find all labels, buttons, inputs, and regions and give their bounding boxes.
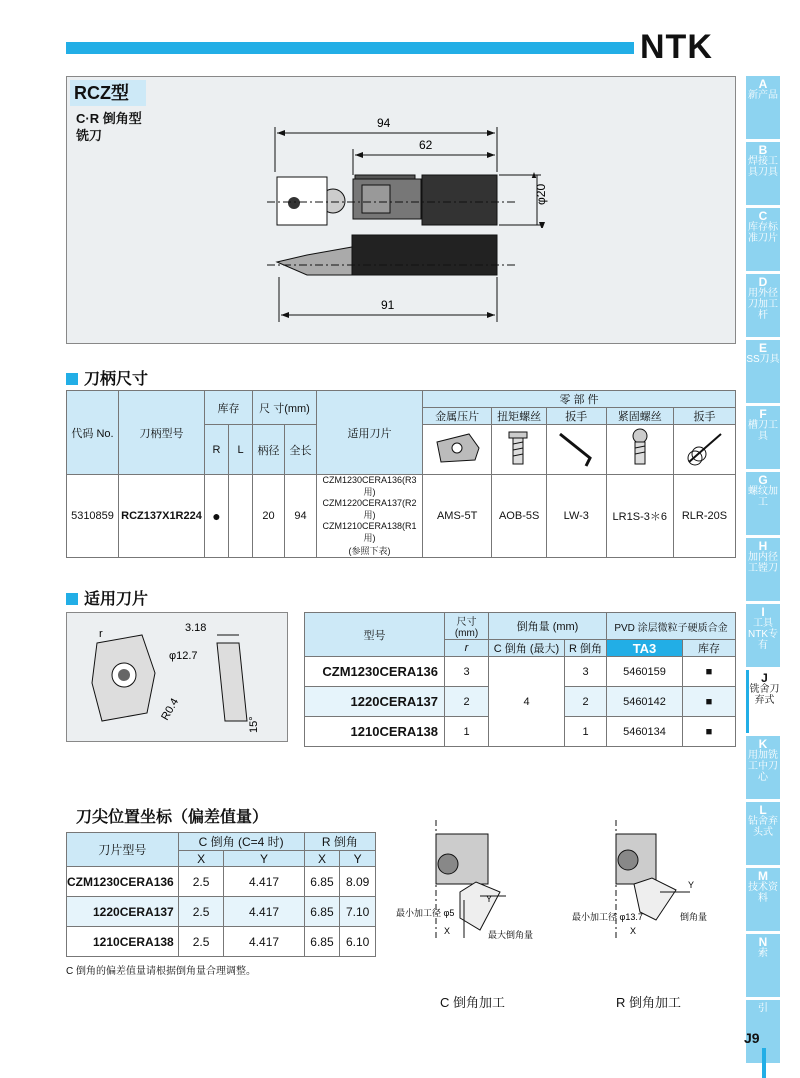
insert-table [304,612,736,747]
cell-cy: 4.417 [224,927,304,957]
th-stock: 库存 [683,640,736,657]
cell-model: 1210CERA138 [67,927,179,957]
side-tab-text: 用加铣工中刀心 [748,750,778,783]
holder-section-title: 刀柄尺寸 [66,366,148,389]
th-model: 型号 [305,613,445,657]
c-fig-max: 最大倒角量 [488,930,534,940]
th-ta3: TA3 [607,640,683,657]
header-bar [66,42,634,54]
side-tab-b[interactable] [746,142,780,205]
side-tab-e[interactable] [746,340,780,403]
chamfer-figures [390,820,720,950]
side-tab-letter: H [758,539,768,553]
cell-part-2: AOB-5S [492,475,547,558]
side-tab-text: 引 [758,1003,768,1014]
th-rch: R 倒角 [565,640,607,657]
torque-screw-image [492,425,547,475]
cell-cy: 4.417 [224,867,304,897]
c-caption: C 倒角加工 [440,995,506,1010]
r-fig-amount: 倒角量 [680,912,708,922]
cell-ry: 8.09 [340,867,376,897]
th-cy: Y [224,851,304,867]
r-fig-x: X [630,926,637,936]
insert-line: CZM1230CERA136(R3用) [322,475,417,497]
side-tab-text: 新产品 [748,90,778,101]
side-tab-letter: M [758,869,768,883]
cell-model: RCZ137X1R224 [119,475,205,558]
th-r: R [205,425,229,475]
dim-94: 94 [377,116,391,130]
cell-part-1: AMS-5T [423,475,492,558]
insert-dim-d: 15° [248,716,260,733]
cell-part-5: RLR-20S [673,475,735,558]
th-size: 尺 寸(mm) [253,391,317,425]
th-length: 全长 [285,425,317,475]
wrench-2-image [673,425,735,475]
side-tab-letter: D [758,275,768,289]
side-tab-letter: I [761,605,765,619]
side-tab-d[interactable] [746,274,780,337]
cell-cy: 4.417 [224,897,304,927]
side-tab-text: 钻舍弃头式 [748,816,778,838]
insert-line: (参照下表) [348,546,391,556]
th-r: r [445,640,489,657]
th-part-5: 扳手 [673,408,735,425]
side-tab-letter: N [758,935,768,949]
coord-section-title: 刀尖位置坐标（偏差值量） [76,809,269,826]
cell-code: 5310859 [67,475,119,558]
side-tab-text: 库存标准刀片 [748,222,778,244]
side-tab-letter: K [758,737,768,751]
cell-cx: 2.5 [178,867,224,897]
side-tab-text: 铣舍刀弃式 [749,684,780,706]
insert-dim-c: R0.4 [159,696,182,723]
cell-part-3: LW-3 [547,475,607,558]
side-tab-letter: E [758,341,767,355]
cell-model: CZM1230CERA136 [67,867,179,897]
side-tab-letter: L [759,803,767,817]
cell-cx: 2.5 [178,927,224,957]
product-figure-box [66,76,736,344]
r-caption: R 倒角加工 [616,995,682,1010]
cell-code: 5460159 [607,657,683,687]
coord-table [66,832,376,957]
r-fig-min: 最小加工径 φ13.7 [572,912,643,922]
side-tab-a[interactable] [746,76,780,139]
side-tab-letter: A [758,77,768,91]
th-parts: 零 部 件 [423,391,736,408]
insert-dim-a: 3.18 [185,622,207,634]
cell-stock-l [229,475,253,558]
subtitle-line-1: C·R 倒角型 [76,111,142,126]
cell-r: 3 [445,657,489,687]
side-tab-text: 螺纹加工 [748,486,778,508]
side-tab-text: SS刀具 [746,354,780,365]
cell-ry: 6.10 [340,927,376,957]
th-size: 尺寸(mm) [445,613,489,640]
cell-rx: 6.85 [304,867,340,897]
r-fig-y: Y [688,880,695,890]
cell-r: 2 [445,687,489,717]
dim-91: 91 [381,298,395,312]
product-subtitle [76,110,142,144]
c-fig-min: 最小加工径 φ5 [396,908,455,918]
side-tab-letter: B [758,143,768,157]
cell-shank: 20 [253,475,285,558]
side-tab-text: 工具NTK专有 [748,618,778,651]
page-marker-line [762,1048,766,1078]
cell-length: 94 [285,475,317,558]
th-part-4: 紧固螺丝 [606,408,673,425]
cell-rch: 1 [565,717,607,747]
cell-rx: 6.85 [304,927,340,957]
th-model: 刀片型号 [67,833,179,867]
th-insert: 适用刀片 [317,391,423,475]
insert-line: CZM1210CERA138(R1用) [322,521,417,543]
side-tab-h[interactable] [746,538,780,601]
cell-rch: 2 [565,687,607,717]
side-tab-j[interactable] [746,670,780,733]
side-tab-c[interactable] [746,208,780,271]
side-tab-g[interactable] [746,472,780,535]
holder-drawing [67,77,737,345]
side-tab-letter: F [759,407,767,421]
cell-stock: ■ [683,687,736,717]
side-tab-l[interactable] [746,802,780,865]
cell-stock-r: ● [205,475,229,558]
wrench-image [547,425,607,475]
dim-20: φ20 [534,183,548,205]
c-fig-x: X [444,926,451,936]
th-c: C 倒角 (C=4 时) [178,833,304,851]
cell-model: CZM1230CERA136 [305,657,445,687]
holder-table [66,390,736,558]
th-ry: Y [340,851,376,867]
insert-section-title: 适用刀片 [66,586,148,609]
cell-rx: 6.85 [304,897,340,927]
coord-note: C 倒角的偏差值量请根据倒角量合理调整。 [66,966,256,977]
th-r: R 倒角 [304,833,375,851]
th-part-1: 金属压片 [423,408,492,425]
side-tab-f[interactable] [746,406,780,469]
insert-dim-r: r [99,628,103,640]
th-grade: PVD 涂层微粒子硬质合金 [607,613,736,640]
cell-inserts [317,475,423,558]
cell-r: 1 [445,717,489,747]
product-type-label: RCZ型 [70,80,146,106]
cell-model: 1210CERA138 [305,717,445,747]
cell-model: 1220CERA137 [305,687,445,717]
th-rx: X [304,851,340,867]
cell-ry: 7.10 [340,897,376,927]
th-part-3: 扳手 [547,408,607,425]
cell-stock: ■ [683,657,736,687]
side-tab-text: 技术资料 [748,882,778,904]
dim-62: 62 [419,138,433,152]
th-cmax: C 倒角 (最大) [489,640,565,657]
side-tab-text: 焊接工具刀具 [748,156,778,178]
side-tab-text: 槽刀工具 [748,420,778,442]
insert-dim-b: φ12.7 [169,650,198,662]
subtitle-line-2: 铣刀 [76,128,103,143]
th-model: 刀柄型号 [119,391,205,475]
insert-figure-box [66,612,288,742]
th-chamfer: 倒角量 (mm) [489,613,607,640]
cell-code: 5460142 [607,687,683,717]
side-tab-letter: G [758,473,768,487]
side-tab-text: 索 [758,948,768,959]
side-tab-letter: C [758,209,768,223]
cell-cx: 2.5 [178,897,224,927]
cell-part-4: LR1S-3＊6 [606,475,673,558]
cell-rch: 3 [565,657,607,687]
th-cx: X [178,851,224,867]
cell-cmax: 4 [489,657,565,747]
insert-drawing [67,613,289,743]
side-tab-m[interactable] [746,868,780,931]
ntk-logo: NTK [640,28,713,66]
clamp-screw-image [606,425,673,475]
th-part-2: 扭矩螺丝 [492,408,547,425]
c-fig-y: Y [486,894,493,904]
side-tab-n[interactable] [746,934,780,997]
side-tab-i[interactable] [746,604,780,667]
cell-code: 5460134 [607,717,683,747]
clamp-plate-image [423,425,492,475]
insert-line: CZM1220CERA137(R2用) [322,498,417,520]
side-tab-letter: J [761,671,768,685]
page-number: J9 [744,1030,760,1046]
cell-model: 1220CERA137 [67,897,179,927]
side-tab-text: 用外径刀加工杆 [748,288,778,321]
th-stock: 库存 [205,391,253,425]
side-tab-k[interactable] [746,736,780,799]
side-tab-text: 加内径工镗刀 [748,552,778,574]
cell-stock: ■ [683,717,736,747]
th-code: 代码 No. [67,391,119,475]
th-l: L [229,425,253,475]
th-shank: 柄径 [253,425,285,475]
